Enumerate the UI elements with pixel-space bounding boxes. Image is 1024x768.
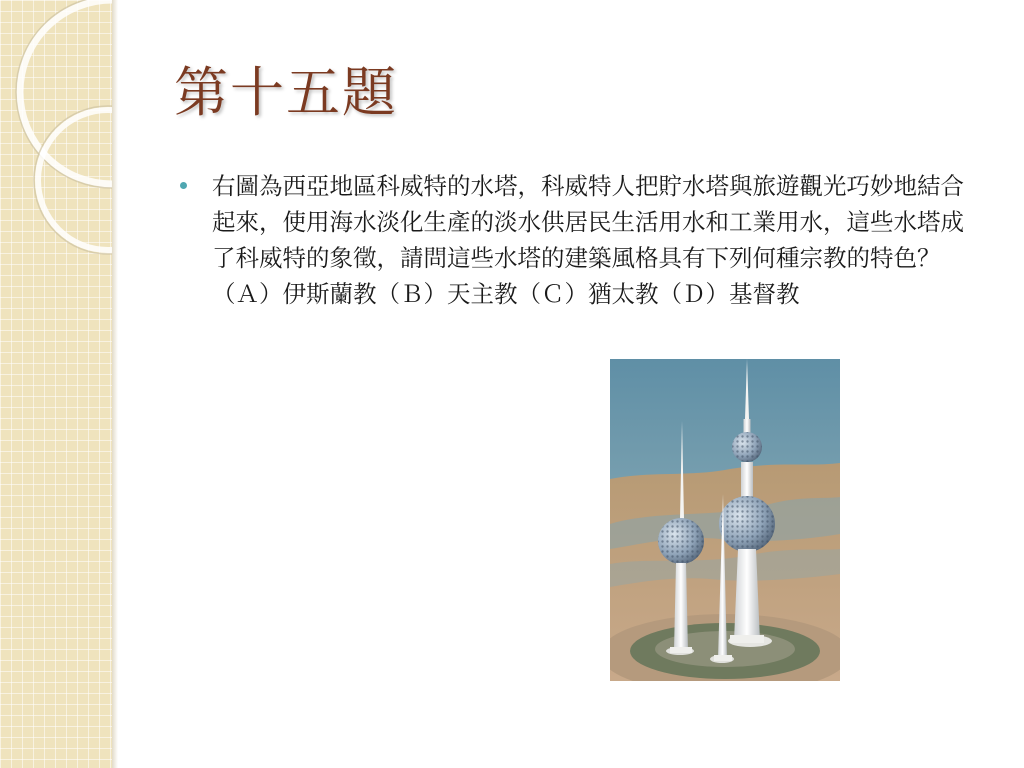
kuwait-towers-illustration <box>610 359 840 681</box>
slide-title: 第十五題 <box>174 61 398 124</box>
bullet-dot-icon <box>180 182 187 189</box>
question-text: 右圖為西亞地區科威特的水塔，科威特人把貯水塔與旅遊觀光巧妙地結合起來，使用海水淡化生產的淡水供居民生活用水和工業用水，這些水塔成了科威特的象徵，請問這些水塔的建築風格具有下列何種宗教的特色？（Ａ）伊斯蘭教（Ｂ）天主教（Ｃ）猶太教（Ｄ）基督教 <box>212 172 964 308</box>
decorative-sidebar <box>0 0 112 768</box>
sidebar-rings <box>0 0 112 768</box>
sidebar-shadow <box>112 0 118 768</box>
kuwait-towers-photo <box>610 359 840 681</box>
